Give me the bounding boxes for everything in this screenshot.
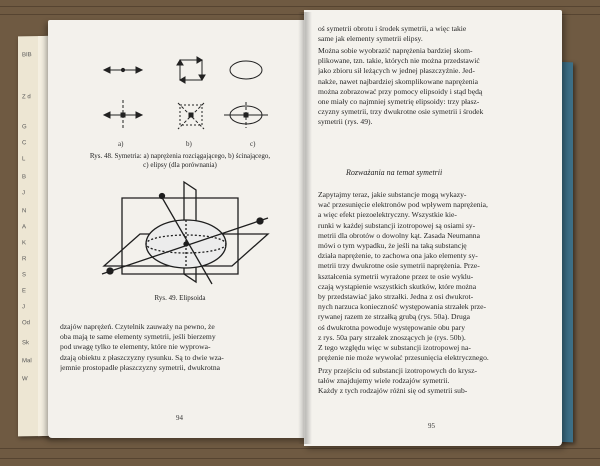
spine-text: E: [22, 288, 27, 295]
text-line: Przy przejściu od substancji izotropowych do krysz-: [318, 366, 478, 375]
text-line: nakże, nawet najbardziej skomplikowane naprężenia: [318, 76, 479, 86]
text-line: oba mają te same elementy symetrii, jeśli bierzemy: [60, 332, 216, 342]
page-number-right: 95: [428, 422, 435, 430]
figure-48-caption: [62, 152, 298, 170]
text-line: nych narzuca konieczność występowania strzałek prze-: [318, 302, 487, 312]
text-line: działa naprężenie, to zachowa ona jako elementy sy-: [318, 251, 478, 261]
spine-text: Sk: [22, 340, 30, 347]
caption-line: Rys. 48. Symetria: a) naprężenia rozciągającego, b) ścinającego,: [89, 152, 271, 160]
spine-text: J: [22, 190, 25, 197]
text-line: czyzny symetrii, trzy dwukrotne osie symetrii i środek: [318, 107, 484, 117]
figure-49-caption: Rys. 49. Elipsoida: [154, 294, 206, 302]
spine-text: R: [22, 256, 27, 263]
figure-48-symmetry-diagram: [98, 48, 288, 140]
right-page: [304, 10, 562, 446]
text-line: same jak elementy symetrii elipsy.: [318, 34, 423, 44]
spine-text: C: [22, 140, 27, 147]
spine-text: Od: [22, 320, 31, 327]
text-line: metrii trzy dwukrotne osie symetrii naprężenia. Prze-: [318, 261, 480, 271]
figure-48-label-b: b): [186, 140, 192, 148]
text-line: oś symetrii obrotu i środek symetrii, a więc takie: [318, 24, 467, 33]
text-line: Z tego względu więc w substancji izotropowej na-: [318, 343, 471, 353]
text-line: czają wystąpienie wszystkich skutków, które można: [318, 281, 477, 291]
right-page-paragraph-2: [318, 190, 552, 363]
spine-text: G: [22, 124, 27, 131]
text-line: metrii dla obrotów o dowolny kąt. Zasada Neumanna: [318, 230, 480, 240]
section-heading: Rozważania na temat symetrii: [346, 168, 443, 177]
figure-48-label-c: c): [250, 140, 256, 148]
text-line: rywanej razem ze strzałką grubą (rys. 50a). Druga: [318, 312, 471, 322]
spine-text: A: [22, 224, 27, 231]
text-line: jemnie prostopadłe płaszczyzny symetrii, dwukrotna: [60, 362, 221, 372]
text-line: mówi o tym wypadku, że jeśli na taką substancję: [318, 241, 467, 251]
figure-49-ellipsoid-diagram: [100, 178, 270, 286]
text-line: tałów znajdujemy wiele rodzajów symetrii.: [318, 376, 450, 386]
text-line: Można sobie wyobrazić naprężenia bardziej skom-: [318, 46, 473, 55]
spine-text: S: [22, 272, 27, 279]
right-page-paragraph-1: [318, 46, 552, 128]
text-line: oś dwukrotna powoduje występowanie obu pary: [318, 322, 465, 332]
spine-text: Z d: [22, 94, 31, 101]
text-line: by przedstawiać jako strzałki. Jedna z osi dwukrot-: [318, 292, 474, 302]
text-line: dzają obiektu z płaszczyzny rysunku. Są to dwie wza-: [60, 352, 224, 362]
text-line: jako zbioru sił leżących w jednej płaszczyźnie. Jed-: [318, 66, 475, 76]
text-line: Zapytajmy teraz, jakie substancje mogą wykazy-: [318, 190, 467, 199]
spine-text: BIB: [22, 52, 32, 59]
caption-line: c) elipsy (dla porównania): [143, 161, 217, 169]
spine-text: Mal: [22, 358, 32, 365]
spine-text: L: [22, 156, 26, 163]
spine-text: J: [22, 304, 25, 311]
left-page: [48, 20, 306, 438]
text-line: Każdy z tych rodzajów różni się od symetrii sub-: [318, 386, 468, 396]
figure-48-label-a: a): [118, 140, 124, 148]
text-line: plikowane, tzn. takie, których nie można przedstawić: [318, 56, 480, 66]
book-gutter: [298, 12, 312, 444]
page-number-left: 94: [176, 414, 183, 422]
text-line: a więc efekt piezoelektryczny. Wszystkie kie-: [318, 210, 457, 220]
text-line: prężenie nie może wywołać przesunięcia elektrycznego.: [318, 353, 489, 363]
text-line: one miały co najmniej symetrię elipsoidy: trzy płasz-: [318, 97, 480, 107]
text-line: pod uwagę tylko te elementy, które nie wyprowa-: [60, 342, 211, 352]
text-line: symetrii (rys. 49).: [318, 117, 373, 127]
right-page-top-text: [318, 24, 552, 44]
left-page-body: [60, 322, 296, 373]
text-line: dzajów naprężeń. Czytelnik zauważy na pewno, że: [60, 322, 215, 331]
text-line: runki w każdej substancji izotropowej są osiami sy-: [318, 220, 476, 230]
spine-text: K: [22, 240, 27, 247]
spine-text: B: [22, 174, 27, 181]
text-line: kształcenia symetrii wyrażone przez te osie wyklu-: [318, 271, 474, 281]
spine-text: W: [22, 376, 28, 383]
text-line: z rys. 50a pary strzałek znoszących je (rys. 50b).: [318, 332, 466, 342]
text-line: można zobrazować przy pomocy elipsoidy i stąd będą: [318, 86, 483, 96]
spine-text: N: [22, 208, 27, 215]
text-line: wać przesunięcie elektronów pod wpływem naprężenia,: [318, 200, 488, 210]
right-page-paragraph-3: [318, 366, 552, 397]
